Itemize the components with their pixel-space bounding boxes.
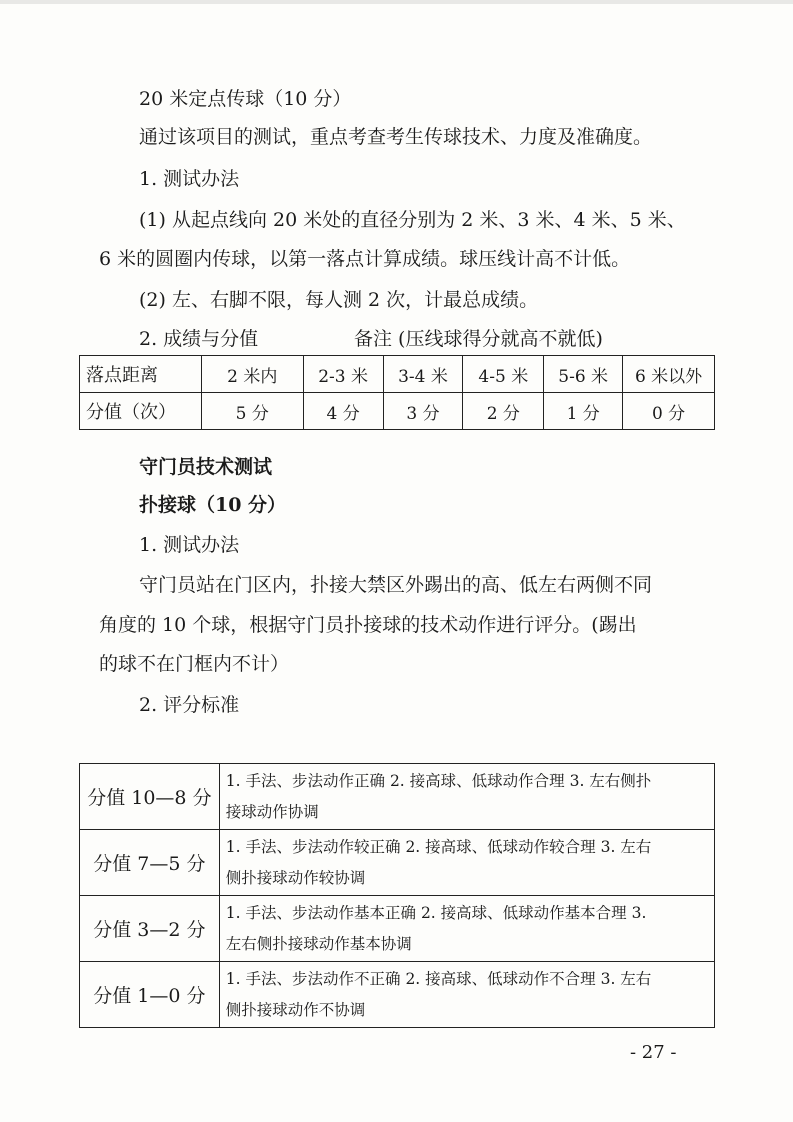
scan-edge xyxy=(0,0,793,4)
intro-paragraph: 通过该项目的测试，重点考查考生传球技术、力度及准确度。 xyxy=(139,126,653,148)
criteria-description: 1. 手法、步法动作基本正确 2. 接高球、低球动作基本合理 3. 左右侧扑接球动作基本协调 xyxy=(219,896,714,962)
score-note: 备注 (压线球得分就高不就低) xyxy=(354,328,603,350)
table-cell: 3 分 xyxy=(383,393,463,430)
method-heading: 1. 测试办法 xyxy=(139,168,240,190)
table-cell: 4-5 米 xyxy=(463,356,544,393)
table-cell: 3-4 米 xyxy=(383,356,463,393)
table-cell: 1 分 xyxy=(544,393,623,430)
table-cell: 5 分 xyxy=(201,393,303,430)
table-row xyxy=(80,830,715,896)
table-row xyxy=(80,962,715,1028)
method-paragraph-1-line-1: (1) 从起点线向 20 米处的直径分别为 2 米、3 米、4 米、5 米、 xyxy=(139,209,686,231)
table-row xyxy=(80,356,715,393)
criteria-heading: 2. 评分标准 xyxy=(139,694,240,716)
table-cell: 落点距离 xyxy=(80,356,202,393)
method-paragraph-2: (2) 左、右脚不限，每人测 2 次，计最总成绩。 xyxy=(139,289,539,311)
table-cell: 分值（次） xyxy=(80,393,202,430)
section-title: 20 米定点传球（10 分） xyxy=(139,88,352,110)
method-paragraph-line-1: 守门员站在门区内，扑接大禁区外踢出的高、低左右两侧不同 xyxy=(139,574,653,596)
criteria-label: 分值 3—2 分 xyxy=(80,896,220,962)
table-cell: 0 分 xyxy=(623,393,715,430)
method-paragraph-line-3: 的球不在门框内不计） xyxy=(99,653,290,675)
criteria-description: 1. 手法、步法动作较正确 2. 接高球、低球动作较合理 3. 左右 侧扑接球动作较协调 xyxy=(219,830,714,896)
criteria-label: 分值 7—5 分 xyxy=(80,830,220,896)
table-cell: 2-3 米 xyxy=(303,356,383,393)
section-subtitle: 扑接球（10 分） xyxy=(139,494,287,516)
page-number: - 27 - xyxy=(630,1042,677,1063)
table-cell: 2 分 xyxy=(463,393,544,430)
criteria-label: 分值 10—8 分 xyxy=(80,764,220,830)
table-cell: 6 米以外 xyxy=(623,356,715,393)
criteria-label: 分值 1—0 分 xyxy=(80,962,220,1028)
score-heading: 2. 成绩与分值 xyxy=(139,328,259,350)
table-cell: 5-6 米 xyxy=(544,356,623,393)
table-cell: 4 分 xyxy=(303,393,383,430)
table-row xyxy=(80,764,715,830)
method-heading: 1. 测试办法 xyxy=(139,534,240,556)
criteria-description: 1. 手法、步法动作正确 2. 接高球、低球动作合理 3. 左右侧扑 接球动作协调 xyxy=(219,764,714,830)
section-title-goalkeeper: 守门员技术测试 xyxy=(139,456,273,478)
criteria-description: 1. 手法、步法动作不正确 2. 接高球、低球动作不合理 3. 左右 侧扑接球动作不协调 xyxy=(219,962,714,1028)
scoring-criteria-table xyxy=(79,763,715,1028)
method-paragraph-1-line-2: 6 米的圆圈内传球，以第一落点计算成绩。球压线计高不计低。 xyxy=(99,248,631,270)
method-paragraph-line-2: 角度的 10 个球，根据守门员扑接球的技术动作进行评分。(踢出 xyxy=(99,614,637,636)
table-row xyxy=(80,393,715,430)
table-row xyxy=(80,896,715,962)
table-cell: 2 米内 xyxy=(201,356,303,393)
distance-score-table xyxy=(79,355,715,430)
